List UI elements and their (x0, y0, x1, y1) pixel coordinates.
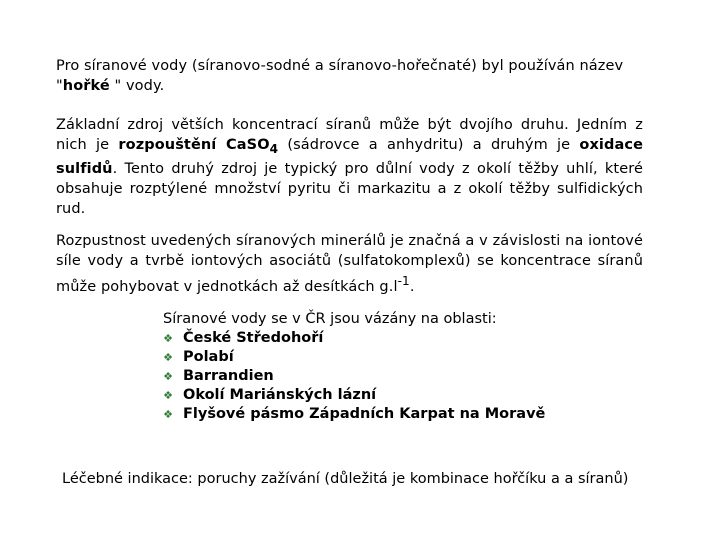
bold-term-horke: hořké (62, 78, 110, 94)
text: Základní zdroj větších koncentrací síranů může být dvojího druhu. Jedním z nich je (56, 117, 643, 153)
diamond-bullet-icon: ❖ (163, 369, 173, 383)
bold-term-oxidation: oxidace sulfidů (56, 137, 643, 177)
superscript: -1 (397, 274, 410, 288)
text: Rozpustnost uvedených síranových minerálů je značná a v závislosti na iontové síle vody a tvrbě iontových asociátů (sulfatokomplexů) se koncentrace síranů může pohybovat v jednotkách až desítkách g.l (56, 233, 643, 295)
area-name: Polabí (183, 349, 234, 365)
paragraph-solubility (56, 231, 643, 297)
text: " vody. (109, 78, 165, 94)
diamond-bullet-icon: ❖ (163, 350, 173, 364)
list-item (163, 386, 583, 405)
text: Pro síranové vody (síranovo-sodné a síranovo-hořečnaté) byl používán název " (56, 58, 624, 94)
paragraph-sources (56, 115, 643, 219)
subscript: 4 (269, 141, 279, 156)
text: (sádrovce a anhydritu) a druhým je (278, 137, 580, 153)
text: . Tento druhý zdroj je typický pro důlní vody z okolí těžby uhlí, které obsahuje rozptýlené množství pyritu či markazitu a z okolí těžby sulfidických rud. (56, 160, 643, 217)
area-name: Barrandien (183, 368, 274, 384)
diamond-bullet-icon: ❖ (163, 331, 173, 345)
footer-indications: Léčebné indikace: poruchy zažívání (důležitá je kombinace hořčíku a a síranů) (62, 471, 629, 487)
paragraph-bitter-waters (56, 56, 643, 96)
list-item (163, 348, 583, 367)
bold-term-dissolution: rozpouštění CaSO (118, 137, 270, 153)
area-name: Flyšové pásmo Západních Karpat na Moravě (183, 406, 546, 422)
list-item (163, 405, 583, 424)
areas-block (163, 310, 583, 424)
area-name: České Středohoří (183, 330, 324, 346)
diamond-bullet-icon: ❖ (163, 407, 173, 421)
list-item (163, 329, 583, 348)
areas-list (163, 329, 583, 424)
areas-intro: Síranové vody se v ČR jsou vázány na oblasti: (163, 311, 497, 327)
list-item (163, 367, 583, 386)
area-name: Okolí Mariánských lázní (183, 387, 377, 403)
diamond-bullet-icon: ❖ (163, 388, 173, 402)
text: . (409, 278, 415, 295)
